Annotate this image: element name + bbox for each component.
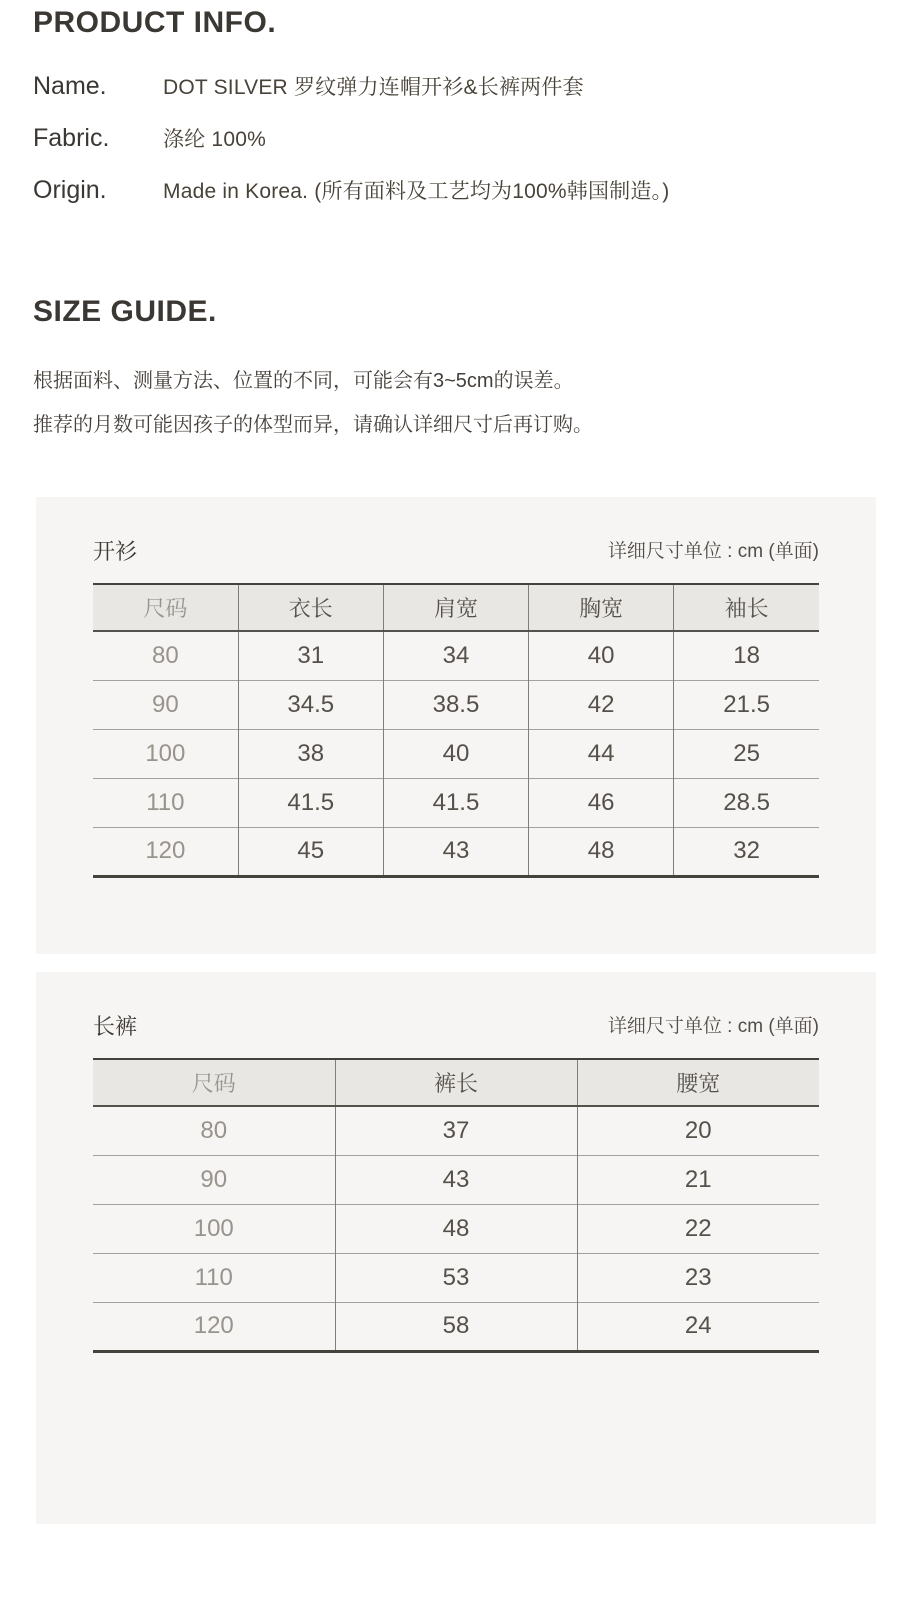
measurement-cell: 40: [529, 631, 674, 680]
size-code-cell: 100: [93, 729, 238, 778]
measurement-cell: 48: [529, 827, 674, 876]
measurement-cell: 53: [335, 1253, 577, 1302]
cardigan-table-title: 开衫: [93, 539, 138, 564]
pants-size-card: [36, 972, 876, 1524]
measurement-cell: 31: [238, 631, 383, 680]
measurement-cell: 21: [577, 1155, 819, 1204]
column-header: 裤长: [335, 1059, 577, 1106]
table-row: [93, 1204, 819, 1253]
table-row: [93, 1106, 819, 1155]
cardigan-size-table: [93, 583, 819, 878]
pants-card-header: [93, 1014, 819, 1040]
measurement-cell: 37: [335, 1106, 577, 1155]
measurement-cell: 40: [383, 729, 528, 778]
size-code-cell: 110: [93, 778, 238, 827]
measurement-cell: 44: [529, 729, 674, 778]
measurement-cell: 46: [529, 778, 674, 827]
info-label-name: Name.: [33, 72, 107, 100]
measurement-cell: 38.5: [383, 680, 528, 729]
measurement-cell: 22: [577, 1204, 819, 1253]
column-header: 衣长: [238, 584, 383, 631]
size-code-cell: 80: [151, 641, 179, 669]
measurement-cell: 32: [674, 827, 819, 876]
measurement-cell: 58: [335, 1302, 577, 1351]
size-code-cell: 110: [93, 1253, 335, 1302]
measurement-cell: 25: [674, 729, 819, 778]
column-header: 胸宽: [529, 584, 674, 631]
measurement-cell: 20: [577, 1106, 819, 1155]
measurement-cell: 45: [238, 827, 383, 876]
size-guide-note-tolerance: 根据面料、测量方法、位置的不同，可能会有3~5cm的误差。: [33, 370, 574, 392]
measurement-cell: 34.5: [238, 680, 383, 729]
measurement-cell: 23: [577, 1253, 819, 1302]
table-header-row: [93, 1059, 819, 1106]
table-row: [93, 1155, 819, 1204]
size-code-cell: 90: [93, 680, 238, 729]
table-row: [93, 1302, 819, 1351]
table-row: [93, 778, 819, 827]
info-label-fabric: Fabric.: [33, 124, 110, 152]
size-guide-section: [0, 292, 914, 442]
table-row: [93, 1253, 819, 1302]
measurement-cell: 48: [335, 1204, 577, 1253]
size-guide-heading: SIZE GUIDE.: [33, 295, 217, 328]
info-row-name: [33, 71, 881, 106]
measurement-cell: 38: [238, 729, 383, 778]
product-info-section: [0, 0, 914, 210]
table-row: [93, 680, 819, 729]
column-header: 尺码: [93, 584, 238, 631]
table-row: [93, 827, 819, 876]
table-row: [93, 729, 819, 778]
product-info-heading: PRODUCT INFO.: [33, 6, 277, 39]
measurement-cell: 42: [529, 680, 674, 729]
info-row-fabric: [33, 123, 881, 158]
info-value-fabric: 涤纶 100%: [163, 128, 266, 151]
table-header-row: [93, 584, 819, 631]
pants-table-title: 长裤: [93, 1014, 138, 1039]
info-value-origin: Made in Korea. (所有面料及工艺均为100%韩国制造。): [163, 180, 670, 203]
size-code-cell: 120: [93, 827, 238, 876]
cardigan-size-card: [36, 497, 876, 954]
cardigan-unit-label: 详细尺寸单位 : cm (单面): [607, 541, 819, 562]
measurement-cell: 28.5: [674, 778, 819, 827]
column-header: 袖长: [674, 584, 819, 631]
size-code-cell: 100: [93, 1204, 335, 1253]
cardigan-card-header: [93, 539, 819, 565]
table-row: [93, 631, 819, 680]
product-info-list: [33, 71, 881, 210]
measurement-cell: 43: [335, 1155, 577, 1204]
measurement-cell: 24: [577, 1302, 819, 1351]
info-value-name: DOT SILVER 罗纹弹力连帽开衫&长裤两件套: [163, 76, 584, 99]
measurement-cell: 21.5: [674, 680, 819, 729]
column-header: 腰宽: [577, 1059, 819, 1106]
info-label-origin: Origin.: [33, 176, 107, 204]
size-guide-note-recommendation: 推荐的月数可能因孩子的体型而异，请确认详细尺寸后再订购。: [33, 414, 593, 436]
pants-unit-label: 详细尺寸单位 : cm (单面): [607, 1016, 819, 1037]
measurement-cell: 34: [383, 631, 528, 680]
size-code-cell: 90: [93, 1155, 335, 1204]
column-header: 肩宽: [383, 584, 528, 631]
measurement-cell: 41.5: [383, 778, 528, 827]
measurement-cell: 18: [674, 631, 819, 680]
column-header: 尺码: [93, 1059, 335, 1106]
size-code-cell: 80: [200, 1116, 228, 1144]
size-code-cell: 120: [93, 1302, 335, 1351]
measurement-cell: 41.5: [238, 778, 383, 827]
pants-size-table: [93, 1058, 819, 1353]
info-row-origin: [33, 175, 881, 210]
measurement-cell: 43: [383, 827, 528, 876]
